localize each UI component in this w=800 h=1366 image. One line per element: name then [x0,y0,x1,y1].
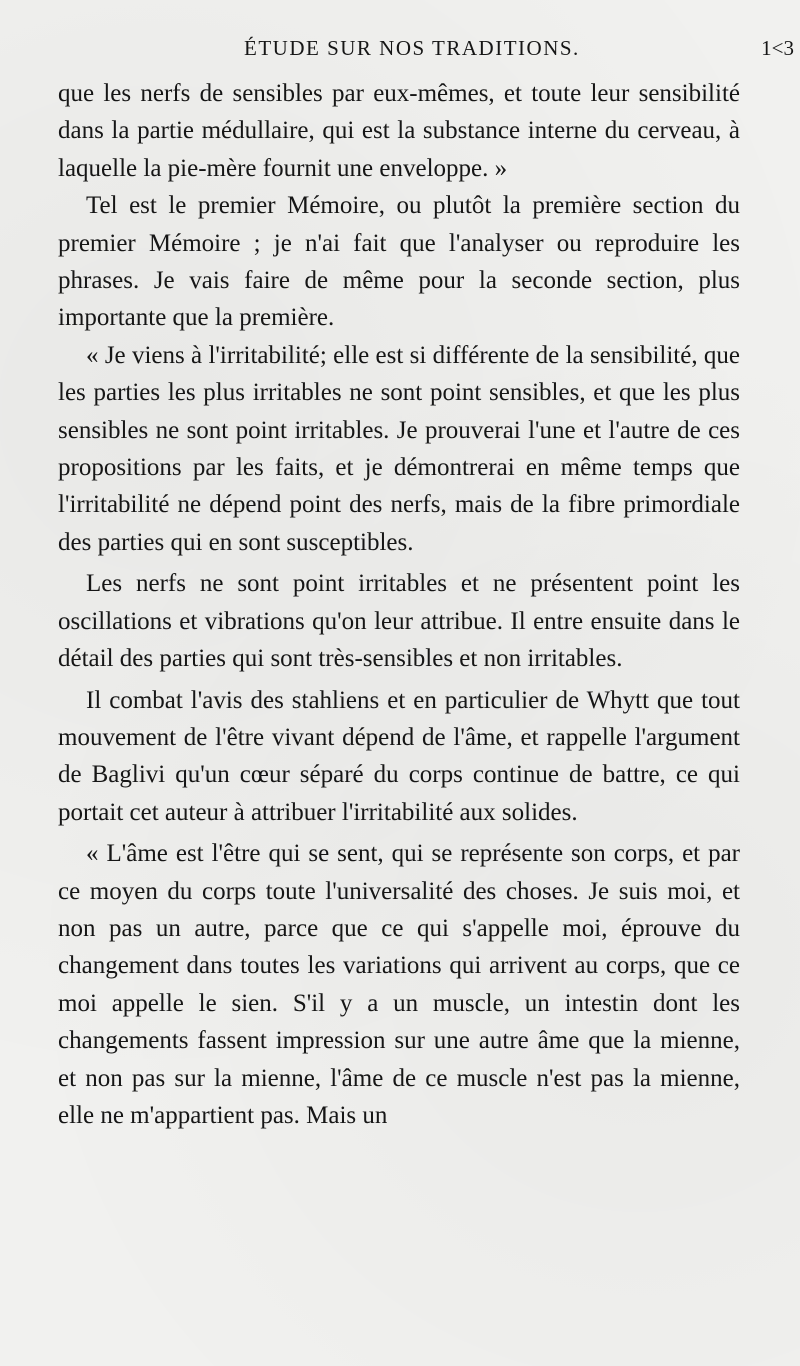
body-text [58,75,740,1134]
paragraph: « L'âme est l'être qui se sent, qui se représente son corps, et par ce moyen du corps toute l'universalité des choses. Je suis moi, et non pas un autre, parce que ce qui s'appelle moi, éprouve du changement dans toutes les variations qui arrivent au corps, que ce moi appelle le sien. S'il y a un muscle, un intestin dont les changements fassent impression sur une autre âme que la mienne, et non pas sur la mienne, l'âme de ce muscle n'est pas la mienne, elle ne m'appartient pas. Mais un [58,840,740,1129]
paragraph: Il combat l'avis des stahliens et en particulier de Whytt que tout mouvement de l'être vivant dépend de l'âme, et rappelle l'argument de Baglivi qu'un cœur séparé du corps continue de battre, ce qui portait cet auteur à attribuer l'irritabilité aux solides. [58,686,740,826]
paragraph: Les nerfs ne sont point irritables et ne présentent point les oscillations et vibrations qu'on leur attribue. Il entre ensuite dans le détail des parties qui sont très-sensibles et non irritables. [58,570,740,673]
paragraph: « Je viens à l'irritabilité; elle est si différente de la sensibilité, que les parties les plus irritables ne sont point sensibles, et que les plus sensibles ne sont point irritables. Je prouverai l'une et l'autre de ces propositions par les faits, et je démontrerai en même temps que l'irritabilité ne dépend point des nerfs, mais de la fibre primordiale des parties qui en sont susceptibles. [58,341,740,556]
running-title: ÉTUDE SUR NOS TRADITIONS. [244,36,580,60]
page-header [58,36,794,66]
paragraph: que les nerfs de sensibles par eux-mêmes, et toute leur sensibilité dans la partie médullaire, qui est la substance interne du cerveau, à laquelle la pie-mère fournit une enveloppe. » [58,80,740,182]
paragraph: Tel est le premier Mémoire, ou plutôt la première section du premier Mémoire ; je n'ai fait que l'analyser ou reproduire les phrases. Je vais faire de même pour la seconde section, plus importante que la première. [58,192,740,332]
page-number: 1<3 [761,36,794,60]
